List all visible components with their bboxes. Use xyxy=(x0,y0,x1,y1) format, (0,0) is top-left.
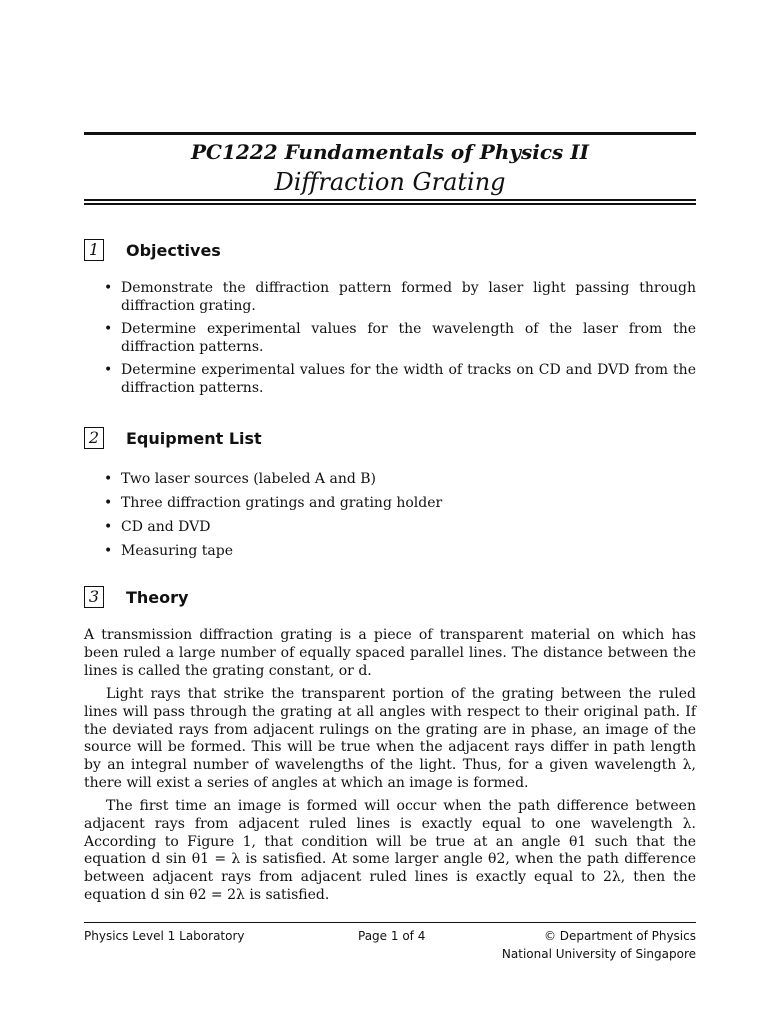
list-item: • CD and DVD xyxy=(104,515,696,539)
section-title: Objectives xyxy=(126,240,221,260)
theory-paragraph-1: A transmission diffraction grating is a piece of transparent material on which has been ruled a large number of equally spaced parallel lines. The distance between the lines is called the grating constant, or d. xyxy=(84,627,696,679)
theory-paragraph-2: Light rays that strike the transparent portion of the grating between the ruled lines will pass through the grating at all angles with respect to their original path. If the deviated rays from adjacent rulings on the grating are in phase, an image of the source will be formed. This will be true when the adjacent rays differ in path length by an integral number of wavelengths of the light. Thus, for a given wavelength λ, there will exist a series of angles at which an image is formed. xyxy=(84,686,696,791)
footer-left: Physics Level 1 Laboratory xyxy=(84,929,245,943)
section-title: Theory xyxy=(126,587,189,607)
list-item: • Demonstrate the diffraction pattern formed by laser light passing through diffraction grating. xyxy=(104,280,696,314)
footer-university: National University of Singapore xyxy=(501,947,696,961)
list-item: • Determine experimental values for the wavelength of the laser from the diffraction patterns. xyxy=(104,321,696,355)
section-number-box: 2 xyxy=(84,427,104,449)
section-heading-objectives xyxy=(84,239,221,261)
course-title: PC1222 Fundamentals of Physics II xyxy=(191,140,589,164)
footer-page-number: Page 1 of 4 xyxy=(358,929,426,943)
equipment-list xyxy=(104,467,696,563)
section-heading-equipment xyxy=(84,427,262,449)
bullet-icon: • xyxy=(104,495,113,511)
bullet-icon: • xyxy=(104,280,113,296)
list-item: • Two laser sources (labeled A and B) xyxy=(104,467,696,491)
list-item: • Three diffraction gratings and grating holder xyxy=(104,491,696,515)
footer-rule xyxy=(84,922,696,923)
objectives-list xyxy=(104,280,696,397)
header-top-rule xyxy=(84,132,696,135)
header-bottom-rule-2 xyxy=(84,203,696,205)
section-heading-theory xyxy=(84,586,188,608)
list-item: • Measuring tape xyxy=(104,539,696,563)
bullet-icon: • xyxy=(104,519,113,535)
header-bottom-rule-1 xyxy=(84,199,696,201)
section-number-box: 1 xyxy=(84,239,104,261)
theory-paragraph-3: The first time an image is formed will occur when the path difference between adjacent rays from adjacent ruled lines is exactly equal to one wavelength λ. According to Figure 1, that condition will be true at an angle θ1 such that the equation d sin θ1 = λ is satisfied. At some larger angle θ2, when the path difference between adjacent rays from adjacent ruled lines is exactly equal to 2λ, then the equation d sin θ2 = 2λ is satisfied. xyxy=(84,798,696,903)
list-item: • Determine experimental values for the width of tracks on CD and DVD from the diffraction patterns. xyxy=(104,362,696,396)
bullet-icon: • xyxy=(104,362,113,378)
footer-department: © Department of Physics xyxy=(543,929,696,943)
section-title: Equipment List xyxy=(126,428,262,448)
bullet-icon: • xyxy=(104,543,113,559)
bullet-icon: • xyxy=(104,471,113,487)
bullet-icon: • xyxy=(104,321,113,337)
page-title: Diffraction Grating xyxy=(274,168,506,196)
section-number-box: 3 xyxy=(84,586,104,608)
